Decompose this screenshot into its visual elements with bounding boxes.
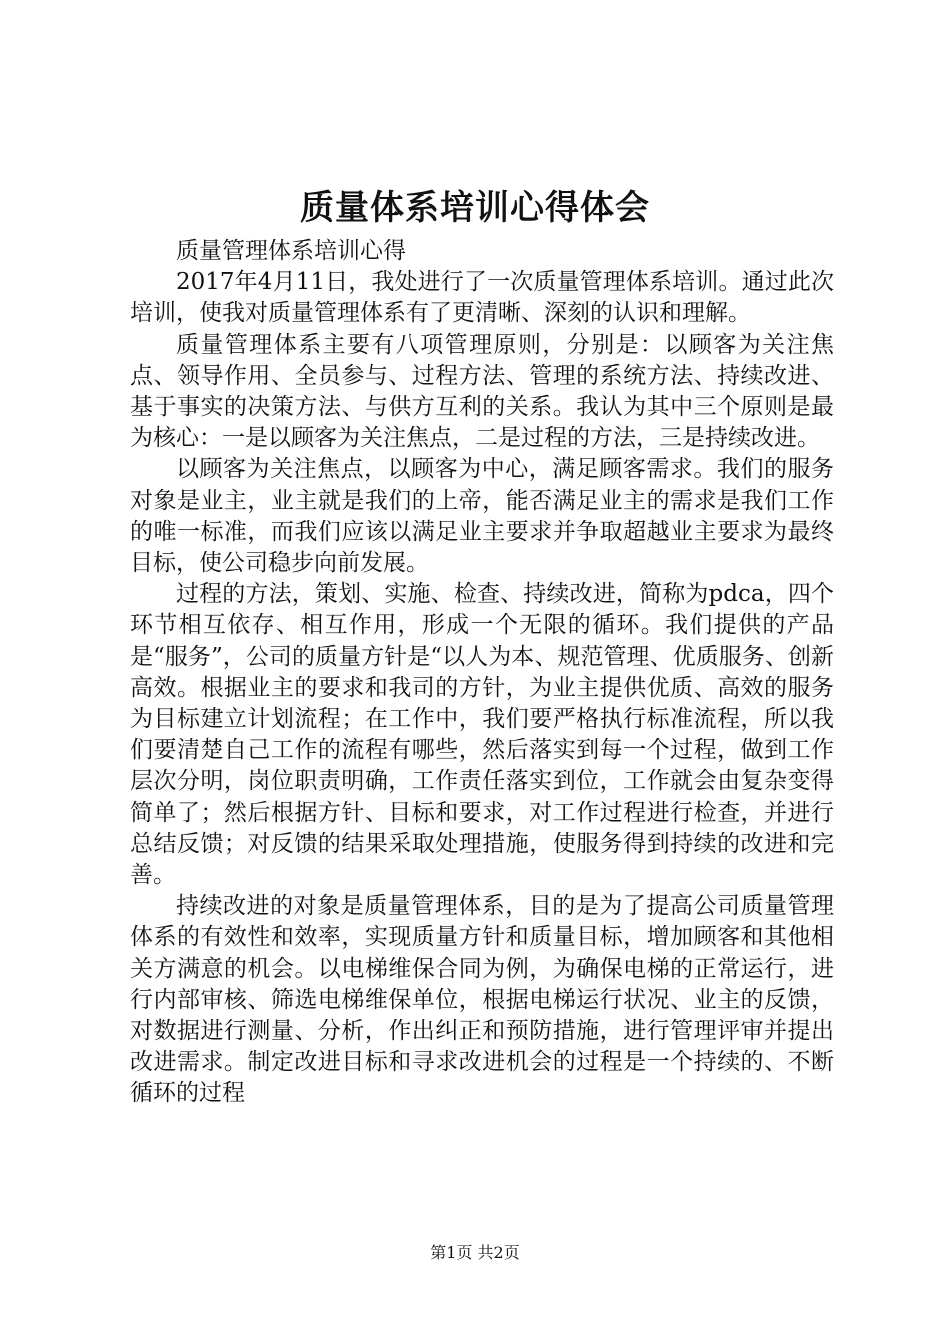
document-body [130,236,834,1110]
paragraph-3: 以顾客为关注焦点，以顾客为中心，满足顾客需求。我们的服务对象是业主，业主就是我们的上帝，能否满足业主的需求是我们工作的唯一标准，而我们应该以满足业主要求并争取超越业主要求为最终目标，使公司稳步向前发展。 [130,456,834,577]
paragraph-4: 过程的方法，策划、实施、检查、持续改进，简称为pdca，四个环节相互依存、相互作用，形成一个无限的循环。我们提供的产品是“服务”，公司的质量方针是“以人为本、规范管理、优质服务、创新高效。根据业主的要求和我司的方针，为业主提供优质、高效的服务为目标建立计划流程；在工作中，我们要严格执行标准流程，所以我们要清楚自己工作的流程有哪些，然后落实到每一个过程，做到工作层次分明，岗位职责明确，工作责任落实到位，工作就会由复杂变得简单了；然后根据方针、目标和要求，对工作过程进行检查，并进行总结反馈；对反馈的结果采取处理措施，使服务得到持续的改进和完善。 [130,581,834,889]
document-title: 质量体系培训心得体会 [300,188,650,228]
paragraph-2: 质量管理体系主要有八项管理原则，分别是：以顾客为关注焦点、领导作用、全员参与、过程方法、管理的系统方法、持续改进、基于事实的决策方法、与供方互利的关系。我认为其中三个原则是最为核心：一是以顾客为关注焦点，二是过程的方法，三是持续改进。 [130,331,834,452]
paragraph-1: 2017年4月11日，我处进行了一次质量管理体系培训。通过此次培训，使我对质量管理体系有了更清晰、深刻的认识和理解。 [130,269,834,327]
document-subtitle: 质量管理体系培训心得 [176,238,406,264]
page-footer: 第1页 共2页 [430,1243,520,1262]
paragraph-5: 持续改进的对象是质量管理体系，目的是为了提高公司质量管理体系的有效性和效率，实现质量方针和质量目标，增加顾客和其他相关方满意的机会。以电梯维保合同为例，为确保电梯的正常运行，进行内部审核、筛选电梯维保单位，根据电梯运行状况、业主的反馈，对数据进行测量、分析，作出纠正和预防措施，进行管理评审并提出改进需求。制定改进目标和寻求改进机会的过程是一个持续的、不断循环的过程 [130,893,834,1107]
